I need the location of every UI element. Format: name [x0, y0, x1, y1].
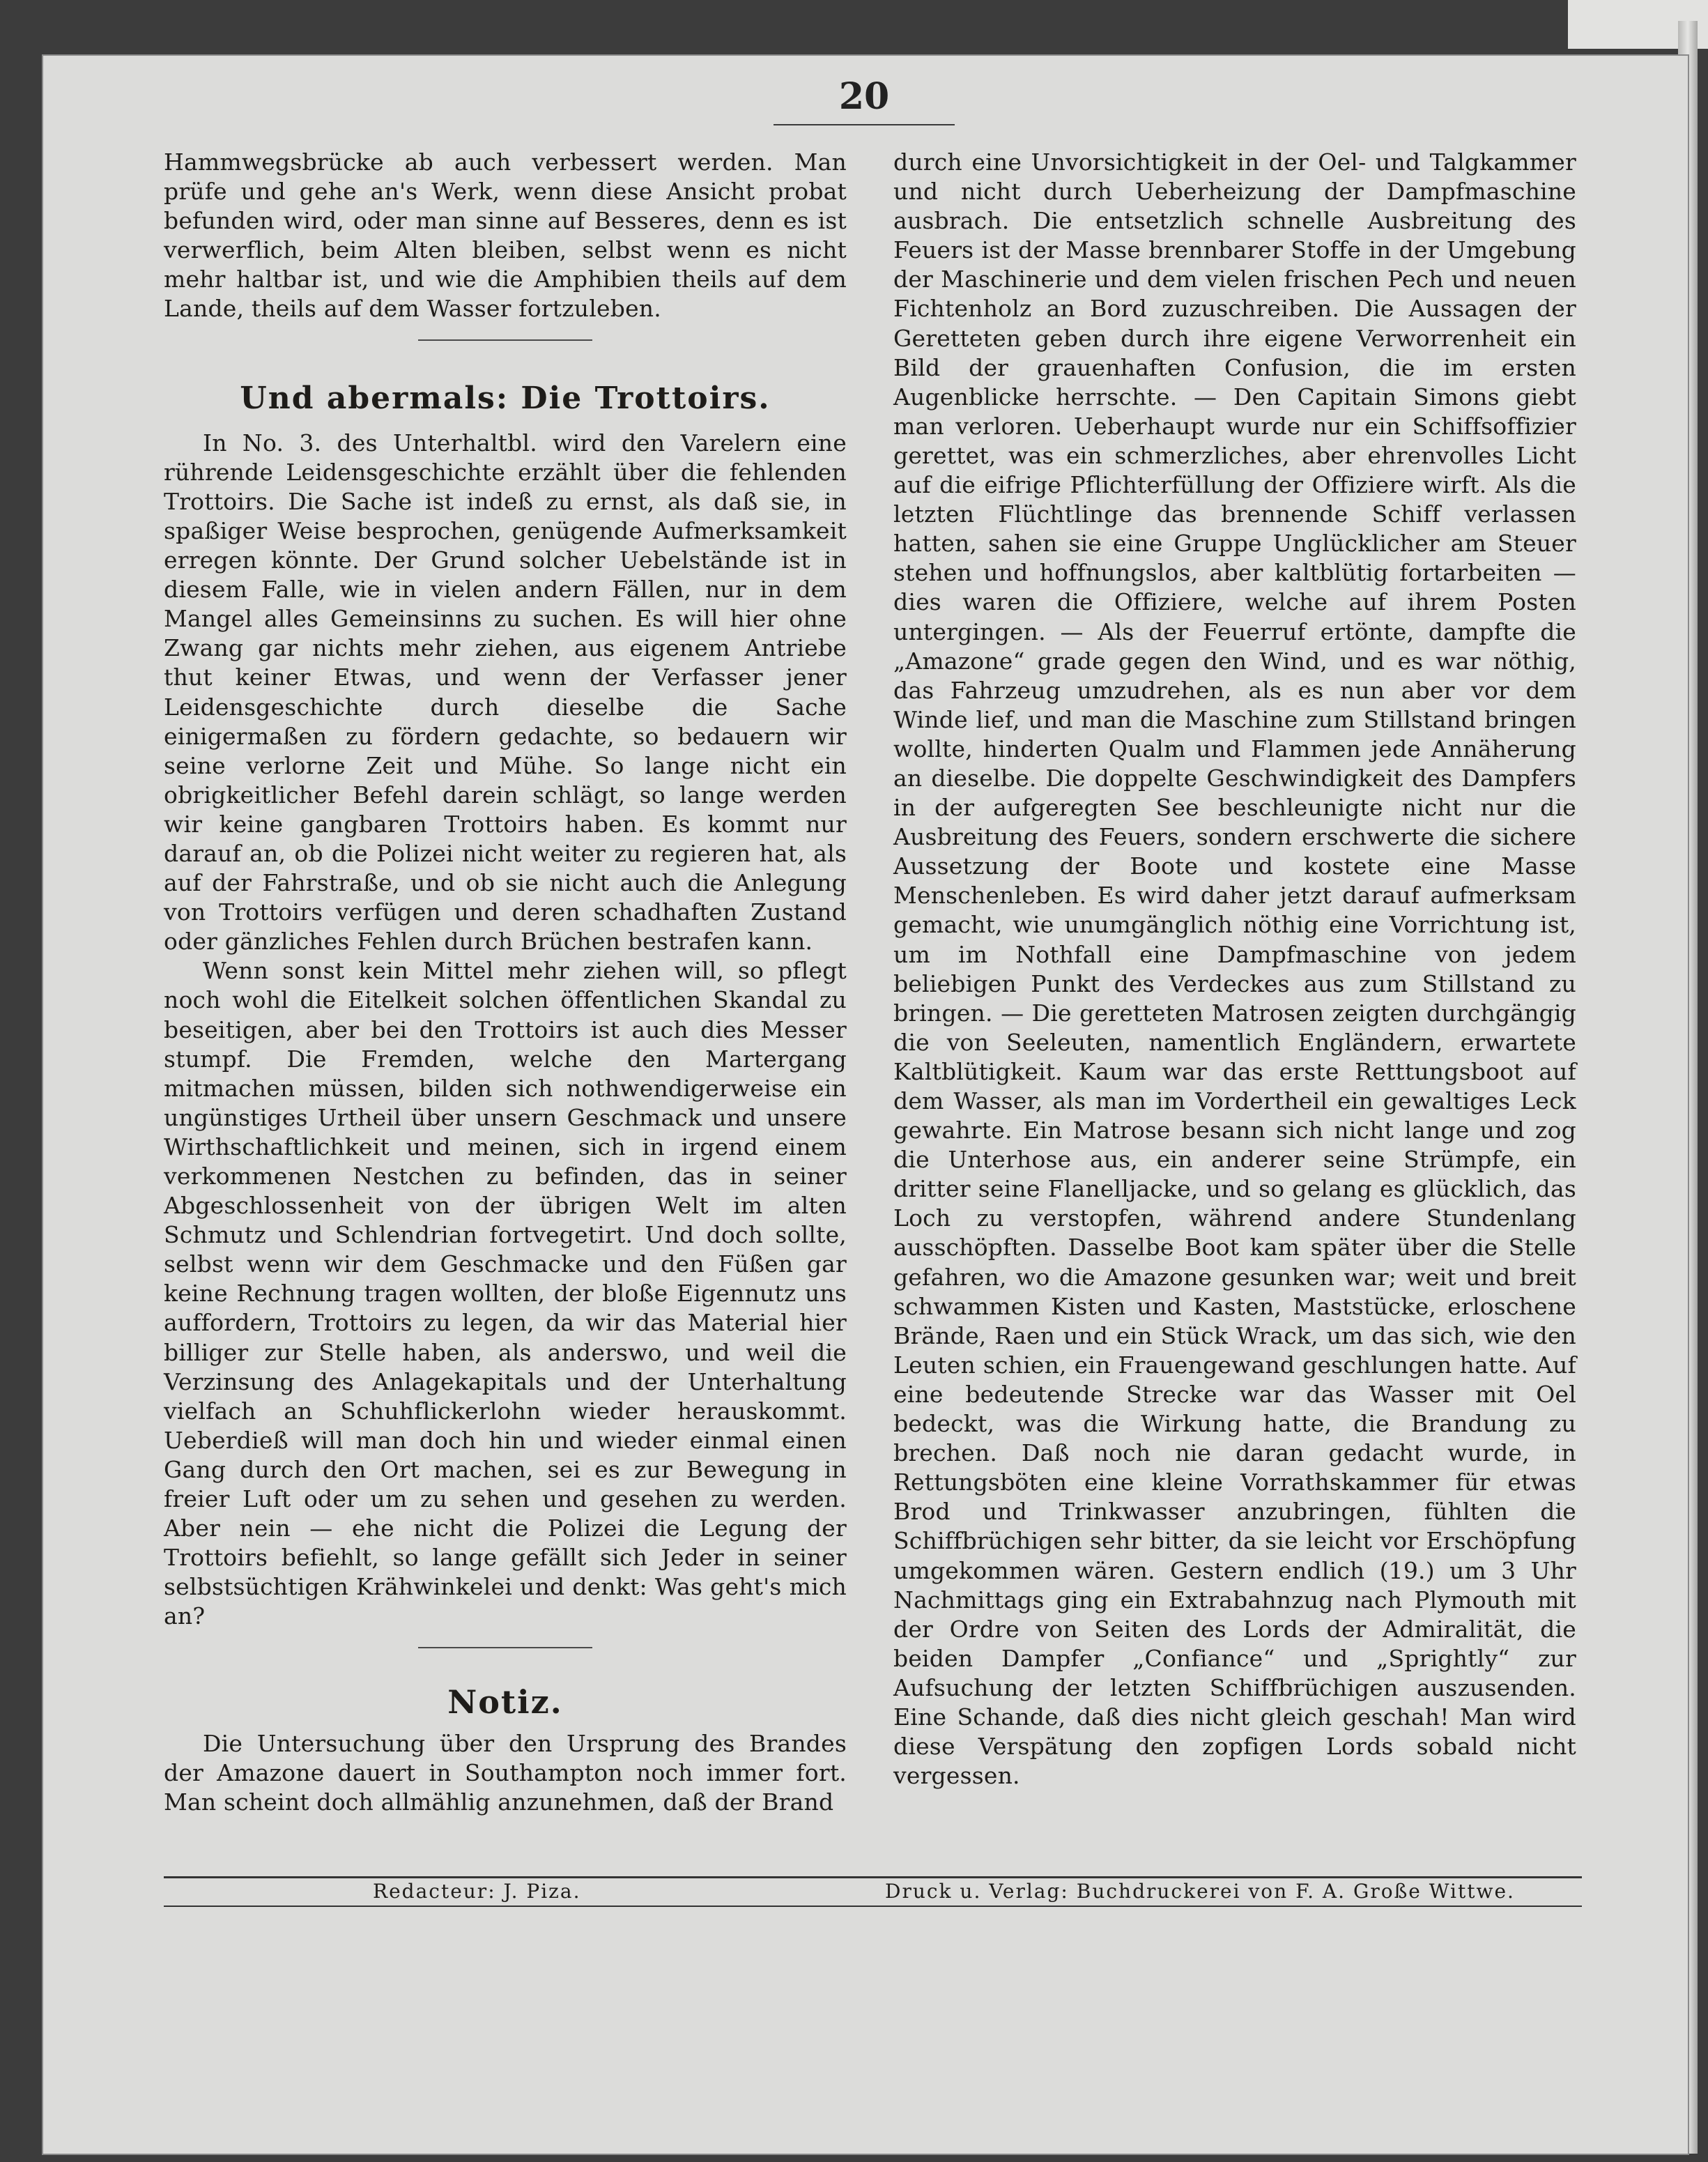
article-paragraph-continued: durch eine Unvorsichtigkeit in der Oel- und Talgkammer und nicht durch Ueberheizung der Dampfmaschine ausbrach. Die entsetzlich schnelle Ausbreitung des Feuers ist der Masse brennbarer Stoffe in der Umgebung der Maschinerie und dem vielen frischen Pech und neuen Fichtenholz an Bord zuzuschreiben. Die Aussagen der Geretteten geben durch ihre eigene Verworrenheit ein Bild der grauenhaften Confusion, die im ersten Augenblicke herrschte. — Den Capitain Simons giebt man verloren. Ueberhaupt wurde nur ein Schiffsoffizier gerettet, was ein schmerzliches, aber ehrenvolles Licht auf die eifrige Pflichterfüllung der Offiziere wirft. Als die letzten Flüchtlinge das brennende Schiff verlassen hatten, sahen sie eine Gruppe Unglücklicher am Steuer stehen und hoffnungslos, aber kaltblütig fortarbeiten — dies waren die Offiziere, welche auf ihrem Posten untergingen. — Als der Feuerruf ertönte, dampfte die „Amazone“ grade gegen den Wind, und es war nöthig, das Fahrzeug umzudrehen, als es nun aber vor dem Winde lief, und man die Maschine zum Stillstand bringen wollte, hinderten Qualm und Flammen jede Annäherung an dieselbe. Die doppelte Geschwindigkeit des Dampfers in der aufgeregten See beschleunigte nicht nur die Ausbreitung des Feuers, sondern erschwerte die sichere Aussetzung der Boote und kostete eine Masse Menschenleben. Es wird daher jetzt darauf aufmerksam gemacht, wie unumgänglich nöthig eine Vorrichtung ist, um im Nothfall eine Dampfmaschine von jedem beliebigen Punkt des Verdeckes aus zum Stillstand zu bringen. — Die geretteten Matrosen zeigten durchgängig die von Seeleuten, namentlich Engländern, erwartete Kaltblütigkeit. Kaum war das erste Retttungsboot auf dem Wasser, als man im Vordertheil ein gewaltiges Leck gewahrte. Ein Matrose besann sich nicht lange und zog die Unterhose aus, ein anderer seine Strümpfe, ein dritter seine Flanelljacke, und so gelang es glücklich, das Loch zu verstopfen, während andere Stundenlang ausschöpften. Dasselbe Boot kam später über die Stelle gefahren, wo die Amazone gesunken war; weit und breit schwammen Kisten und Kasten, Maststücke, erloschene Brände, Raen und ein Stück Wrack, um das sich, wie den Leuten schien, ein Frauengewand geschlungen hatte. Auf eine bedeutende Strecke war das Wasser mit Oel bedeckt, was die Wirkung hatte, die Brandung zu brechen. Daß noch nie daran gedacht wurde, in Rettungsböten eine kleine Vorrathskammer für etwas Brod und Trinkwasser anzubringen, fühlten die Schiffbrüchigen sehr bitter, da sie leicht vor Erschöpfung umgekommen wären. Gestern endlich (19.) um 3 Uhr Nachmittags ging ein Extrabahnzug nach Plymouth mit der Ordre von Seiten des Lords der Admiralität, die beiden Dampfer „Confiance“ und „Sprightly“ zur Aufsuchung der letzten Schiffbrüchigen auszusenden. Eine Schande, daß dies nicht gleich geschah! Man wird diese Verspätung den zopfigen Lords sobald nicht vergessen.	[893, 148, 1576, 1790]
section-divider	[418, 339, 592, 341]
right-column	[893, 148, 1576, 1791]
publisher-credit: Druck u. Verlag: Buchdruckerei von F. A. Große Wittwe.	[885, 1880, 1515, 1903]
article-paragraph: Wenn sonst kein Mittel mehr ziehen will, so pflegt noch wohl die Eitelkeit solchen öffentlichen Skandal zu beseitigen, aber bei den Trottoirs ist auch dies Messer stumpf. Die Fremden, welche den Martergang mitmachen müssen, bilden sich nothwendigerweise ein ungünstiges Urtheil über unsern Geschmack und unsere Wirthschaftlichkeit und meinen, sich in irgend einem verkommenen Nestchen zu befinden, das in seiner Abgeschlossenheit von der übrigen Welt im alten Schmutz und Schlendrian fortvegetirt. Und doch sollte, selbst wenn wir dem Geschmacke und den Füßen gar keine Rechnung tragen wollten, der bloße Eigennutz uns auffordern, Trottoirs zu legen, da wir das Material hier billiger zur Stelle haben, als anderswo, und weil die Verzinsung des Anlagekapitals und der Unterhaltung vielfach an Schuhflickerlohn wieder herauskommt. Ueberdieß will man doch hin und wieder einmal einen Gang durch den Ort machen, sei es zur Bewegung in freier Luft oder um zu sehen und gesehen zu werden. Aber nein — ehe nicht die Polizei die Legung der Trottoirs befiehlt, so lange gefällt sich Jeder in seiner selbstsüchtigen Krähwinkelei und denkt: Was geht's mich an?	[164, 957, 847, 1630]
continued-text: Hammwegsbrücke ab auch verbessert werden. Man prüfe und gehe an's Werk, wenn diese Ansicht probat befunden wird, oder man sinne auf Besseres, denn es ist verwerflich, beim Alten bleiben, selbst wenn es nicht mehr haltbar ist, und wie die Amphibien theils auf dem Lande, theils auf dem Wasser fortzuleben.	[164, 148, 847, 323]
left-column	[164, 148, 847, 1817]
editor-credit: Redacteur: J. Piza.	[373, 1880, 581, 1903]
article-title-trottoirs: Und abermals: Die Trottoirs.	[240, 380, 771, 416]
article-paragraph: Die Untersuchung über den Ursprung des Brandes der Amazone dauert in Southampton noch immer fort. Man scheint doch allmählig anzunehmen, daß der Brand	[164, 1729, 847, 1816]
article-paragraph: In No. 3. des Unterhaltbl. wird den Varelern eine rührende Leidensgeschichte erzählt über die fehlenden Trottoirs. Die Sache ist indeß zu ernst, als daß sie, in spaßiger Weise besprochen, genügende Aufmerksamkeit erregen könnte. Der Grund solcher Uebelstände ist in diesem Falle, wie in vielen andern Fällen, nur in dem Mangel alles Gemeinsinns zu suchen. Es will hier ohne Zwang gar nichts mehr ziehen, aus eigenem Antriebe thut keiner Etwas, und wenn der Verfasser jener Leidensgeschichte durch dieselbe die Sache einigermaßen zu fördern gedachte, so bedauern wir seine verlorne Zeit und Mühe. So lange nicht ein obrigkeitlicher Befehl darein schlägt, so lange werden wir keine gangbaren Trottoirs haben. Es kommt nur darauf an, ob die Polizei nicht weiter zu regieren hat, als auf der Fahrstraße, und ob sie nicht auch die Anlegung von Trottoirs verfügen und deren schadhaften Zustand oder gänzliches Fehlen durch Brüchen bestrafen kann.	[164, 429, 847, 956]
section-divider	[418, 1647, 592, 1648]
imprint-footer	[164, 1879, 1582, 1904]
page-number: 20	[838, 75, 890, 118]
footer-rule-top	[164, 1876, 1582, 1878]
page-number-rule	[774, 124, 955, 125]
footer-rule-bottom	[164, 1906, 1582, 1907]
article-title-notiz: Notiz.	[447, 1682, 563, 1721]
